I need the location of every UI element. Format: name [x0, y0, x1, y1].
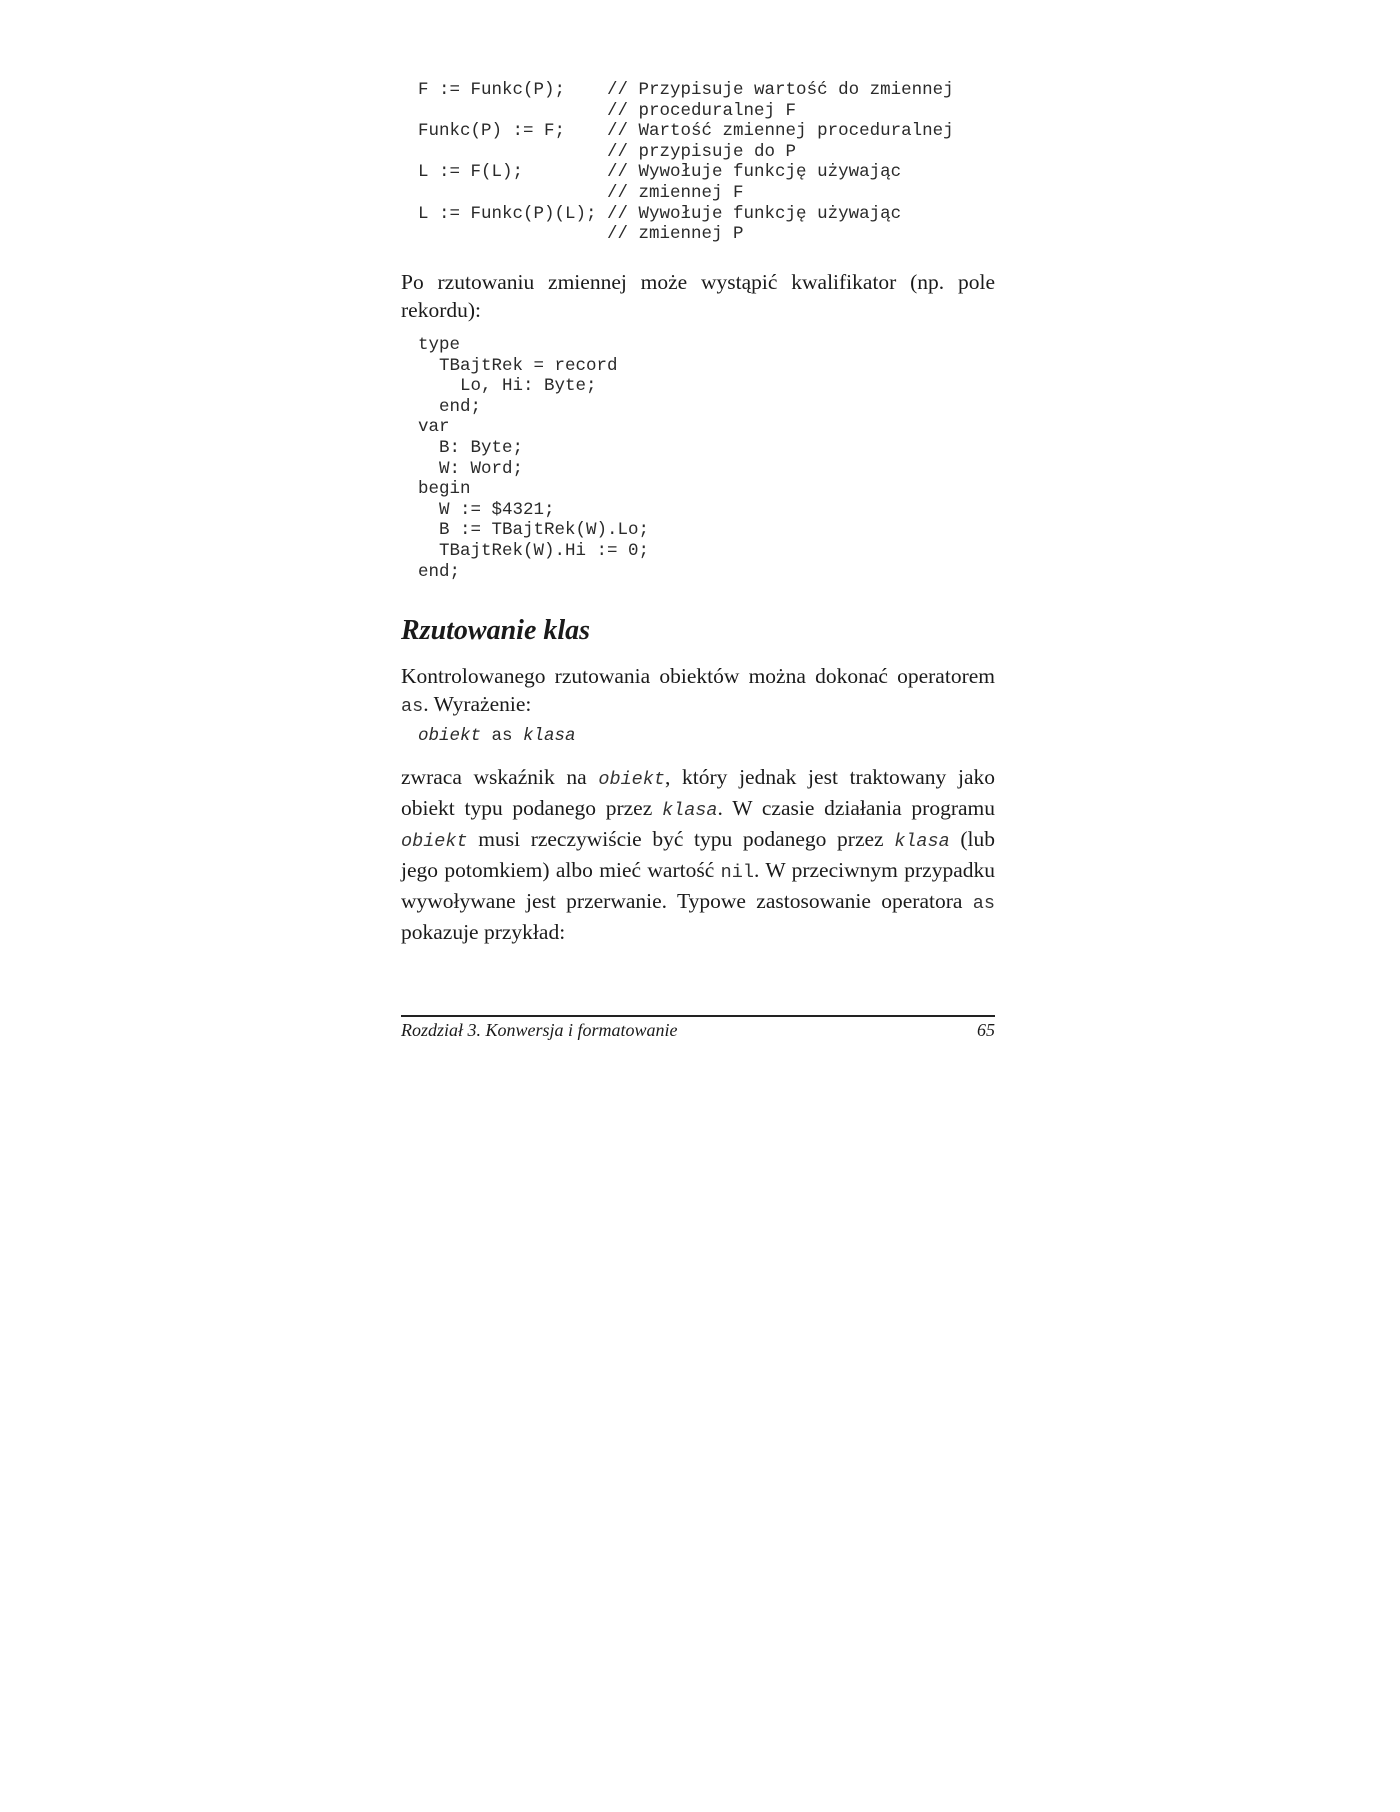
code-line: B := TBajtRek(W).Lo;	[418, 520, 650, 541]
paragraph-class-casting	[401, 662, 995, 721]
expression-example	[418, 726, 576, 746]
code-line: begin	[418, 479, 471, 500]
expr-klasa: klasa	[523, 726, 576, 746]
footer-chapter-title: Rozdział 3. Konwersja i formatowanie	[401, 1020, 678, 1040]
code-line: Lo, Hi: Byte;	[418, 376, 597, 397]
code-line: B: Byte;	[418, 437, 524, 458]
text: . W przeciwnym przypadku wywoływane jest przerwanie. Typowe zastosowanie operatora	[401, 858, 995, 913]
inline-code: obiekt	[401, 831, 468, 852]
text: (lub jego potomkiem) albo mieć wartość	[401, 827, 995, 882]
code-line: // zmiennej F	[418, 182, 744, 203]
code-line: TBajtRek = record	[418, 355, 618, 376]
code-block-record	[418, 335, 649, 582]
footer-page-number: 65	[977, 1020, 995, 1040]
expr-as: as	[481, 726, 524, 746]
inline-code: klasa	[662, 800, 718, 821]
expr-obiekt: obiekt	[418, 726, 482, 746]
text: pokazuje przykład:	[401, 920, 566, 944]
code-line: W: Word;	[418, 458, 524, 479]
inline-code: klasa	[894, 831, 950, 852]
text: Kontrolowanego rzutowania obiektów można dokonać operatorem	[401, 664, 995, 688]
code-line: end;	[418, 396, 482, 417]
text: , który jednak jest traktowany jako obiekt typu podanego przez	[401, 765, 995, 820]
code-line: // zmiennej P	[418, 224, 744, 245]
code-line: W := $4321;	[418, 499, 555, 520]
text: . W czasie działania programu	[717, 796, 995, 820]
text: zwraca wskaźnik na	[401, 765, 599, 789]
code-line: end;	[418, 561, 461, 582]
paragraph-qualifier: Po rzutowaniu zmiennej może wystąpić kwalifikator (np. pole rekordu):	[401, 270, 995, 322]
code-block-procedural	[418, 80, 954, 245]
code-line: F := Funkc(P); // Przypisuje wartość do zmiennej	[418, 80, 954, 100]
book-page	[401, 80, 995, 1040]
code-line: L := F(L); // Wywołuje funkcję używając	[418, 162, 902, 183]
code-line: // przypisuje do P	[418, 141, 797, 162]
inline-code: as	[972, 893, 995, 914]
inline-code: obiekt	[598, 769, 665, 790]
section-heading: Rzutowanie klas	[401, 615, 591, 646]
code-line: TBajtRek(W).Hi := 0;	[418, 540, 650, 561]
page-footer	[401, 1015, 995, 1041]
code-line: L := Funkc(P)(L); // Wywołuje funkcję używając	[418, 203, 902, 224]
inline-code: nil	[720, 862, 754, 883]
code-line: // proceduralnej F	[418, 100, 797, 121]
code-line: var	[418, 417, 450, 438]
paragraph-as-operator	[401, 763, 995, 946]
code-line: Funkc(P) := F; // Wartość zmiennej proceduralnej	[418, 121, 954, 142]
code-line: type	[418, 335, 461, 355]
inline-code: as	[401, 696, 424, 717]
text: . Wyrażenie:	[423, 692, 532, 716]
text: musi rzeczywiście być typu podanego przez	[467, 827, 895, 851]
